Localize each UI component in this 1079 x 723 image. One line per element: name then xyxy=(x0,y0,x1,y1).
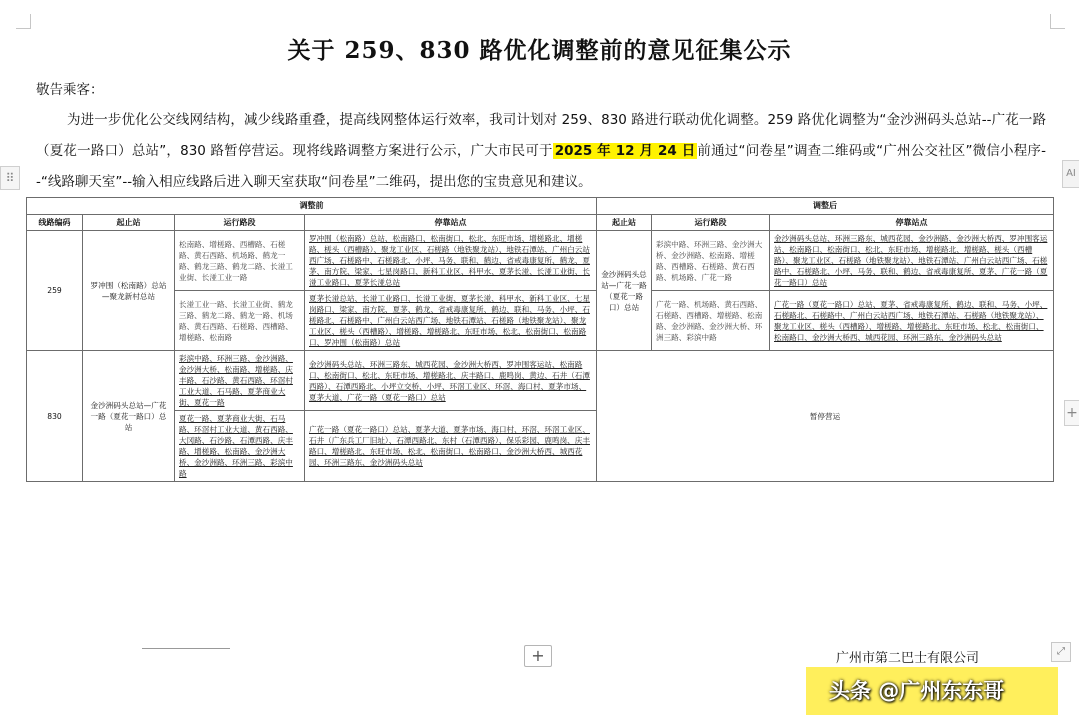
deadline-date: 2025 年 12 月 24 日 xyxy=(554,143,696,159)
greeting: 敬告乘客： xyxy=(36,82,104,98)
paragraph-text-after: 前通过“问卷星”调查二维码或“广州公交社区”微信小程序--“线路聊天室”--输入相应线路后进入聊天室获取“问卷星”二维码，提出您的宝贵意见和建议。 xyxy=(36,143,1046,190)
suspended-830: 暂停营运 xyxy=(597,351,1054,482)
line-259: 259 xyxy=(27,231,83,351)
table-row xyxy=(27,351,1054,411)
crop-mark-top-left xyxy=(16,14,31,29)
watermark-text: 头条 @广州东东哥 xyxy=(829,679,1005,703)
header-route-after: 运行路段 xyxy=(652,214,770,231)
group-header-after: 调整后 xyxy=(597,198,1054,215)
add-column-button[interactable]: + xyxy=(1064,400,1079,426)
notice-paragraph xyxy=(36,105,1046,198)
route-830-dir2: 夏花一路、夏茅商业大街、石马路、环滘村工业大道、黄石西路、大冈路、石沙路、石潭西路、庆丰路、增槎路、松南路、金沙洲大桥、金沙洲路、环洲三路、彩滨中路 xyxy=(175,411,305,482)
table-row xyxy=(27,291,1054,351)
header-route-before: 运行路段 xyxy=(175,214,305,231)
paragraph-text-before: 为进一步优化公交线网结构，减少线路重叠，提高线网整体运行效率，我司计划对 259、830 路进行联动优化调整。259 路优化调整为“金沙洲码头总站--广花一路（夏花一路口）总站”，830 路暂停营运。现将线路调整方案进行公示，广大市民可于 xyxy=(36,112,1046,159)
stops-830-dir1: 金沙洲码头总站、环洲三路东、城西花园、金沙洲大桥西、罗冲围客运站、松南路口、松南街口、松北、东旺市场、增槎路北、庆丰路口、鹿鸣岗、黄边、石井（石潭西路）、石潭西路北、小坪立交桥、小坪、环滘工业区、环滘、海口村、夏茅市场、夏茅大道、广花一路（夏花一路口）总站 xyxy=(305,351,597,411)
grip-icon[interactable]: ⠿ xyxy=(0,166,20,190)
stops-259-dir2: 夏茅长湴总站、长湴工业路口、长湴工业街、夏茅长湴、科甲水、新科工业区、七星岗路口、梁家、南方院、夏茅、鹤龙、省戒毒康复所、鹤边、联和、马务、小坪、石槎路北、石槎路中、广州白云站西广场、地铁石潭站、石槎路（地铁聚龙站）、聚龙工业区、槎头（西槽路）、增槎路、增槎路北、东旺市场、松北、松南街口、松南路口、罗冲围（松南路）总站 xyxy=(305,291,597,351)
header-terminals-after: 起止站 xyxy=(597,214,652,231)
stops-830-dir2: 广花一路（夏花一路口）总站、夏茅大道、夏茅市场、海口村、环滘、环滘工业区、石井（广东兵工厂旧址）、石潭西路北、东村（石潭西路）、保乐彩园、鹿鸣岗、庆丰路口、增槎路北、东旺市场、松北、松南街口、松南路口、金沙洲大桥西、城西花园、环洲三路东、金沙洲码头总站 xyxy=(305,411,597,482)
header-line-no: 线路编码 xyxy=(27,214,83,231)
table-column-header-row xyxy=(27,214,1054,231)
ai-assistant-icon[interactable]: AI xyxy=(1062,160,1079,188)
stops-259-new-dir2: 广花一路（夏花一路口）总站、夏茅、省戒毒康复所、鹤边、联和、马务、小坪、石槎路北、石槎路中、广州白云站西广场、地铁石潭站、石槎路（地铁聚龙站）、聚龙工业区、槎头（西槽路）、增槎路、增槎路北、东旺市场、松北、松南街口、松南路口、金沙洲大桥西、城西花园、环洲三路东、金沙洲码头总站 xyxy=(770,291,1054,351)
route-adjustment-table xyxy=(26,197,1054,482)
group-header-before: 调整前 xyxy=(27,198,597,215)
route-259-dir1: 松南路、增槎路、西槽路、石槎路、黄石西路、机场路、鹤龙一路、鹤龙三路、鹤龙二路、长湴工业街、长湴工业一路 xyxy=(175,231,305,291)
header-terminals-before: 起止站 xyxy=(83,214,175,231)
line-830: 830 xyxy=(27,351,83,482)
route-830-dir1: 彩滨中路、环洲三路、金沙洲路、金沙洲大桥、松南路、增槎路、庆丰路、石沙路、黄石西路、环滘村工业大道、石马路、夏茅商业大街、夏花一路 xyxy=(175,351,305,411)
route-259-new-dir1: 彩滨中路、环洲三路、金沙洲大桥、金沙洲路、松南路、增槎路、西槽路、石槎路、黄石西路、机场路、广花一路 xyxy=(652,231,770,291)
terminals-830-before: 金沙洲码头总站—广花一路（夏花一路口）总站 xyxy=(83,351,175,482)
route-259-dir2: 长湴工业一路、长湴工业街、鹤龙三路、鹤龙二路、鹤龙一路、机场路、黄石西路、石槎路、西槽路、增槎路、松南路 xyxy=(175,291,305,351)
terminals-259-after: 金沙洲码头总站—广花一路（夏花一路口）总站 xyxy=(597,231,652,351)
stops-259-new-dir1: 金沙洲码头总站、环洲三路东、城西花园、金沙洲路、金沙洲大桥西、罗冲围客运站、松南路口、松南街口、松北、东旺市场、增槎路北、增槎路、槎头（西槽路）、聚龙工业区、石槎路（地铁聚龙站）、地铁石潭站、广州白云站西广场、石槎路中、石槎路北、小坪、马务、联和、鹤边、省戒毒康复所、夏茅、广花一路（夏花一路口）总站 xyxy=(770,231,1054,291)
route-259-new-dir2: 广花一路、机场路、黄石西路、石槎路、西槽路、增槎路、松南路、金沙洲路、金沙洲大桥、环洲三路、彩滨中路 xyxy=(652,291,770,351)
crop-mark-top-right xyxy=(1050,14,1065,29)
table-group-header-row xyxy=(27,198,1054,215)
signature-line xyxy=(142,648,230,655)
terminals-259-before: 罗冲围（松南路）总站—聚龙新村总站 xyxy=(83,231,175,351)
header-stops-before: 停靠站点 xyxy=(305,214,597,231)
header-stops-after: 停靠站点 xyxy=(770,214,1054,231)
company-name: 广州市第二巴士有限公司 xyxy=(836,651,980,666)
table-row xyxy=(27,231,1054,291)
expand-icon[interactable]: ⤢ xyxy=(1051,642,1071,662)
add-row-button[interactable]: + xyxy=(524,645,552,667)
document-title: 关于 259、830 路优化调整前的意见征集公示 xyxy=(287,37,792,64)
stops-259-dir1: 罗冲围（松南路）总站、松南路口、松南街口、松北、东旺市场、增槎路北、增槎路、槎头（西槽路）、聚龙工业区、石槎路（地铁聚龙站）、地铁石潭站、广州白云站西广场、石槎路中、石槎路北、小坪、马务、联和、鹤边、省戒毒康复所、鹤龙、夏茅、南方院、梁家、七星岗路口、新科工业区、科甲水、夏茅长湴、长湴工业街、长湴工业路口、夏茅长湴总站 xyxy=(305,231,597,291)
